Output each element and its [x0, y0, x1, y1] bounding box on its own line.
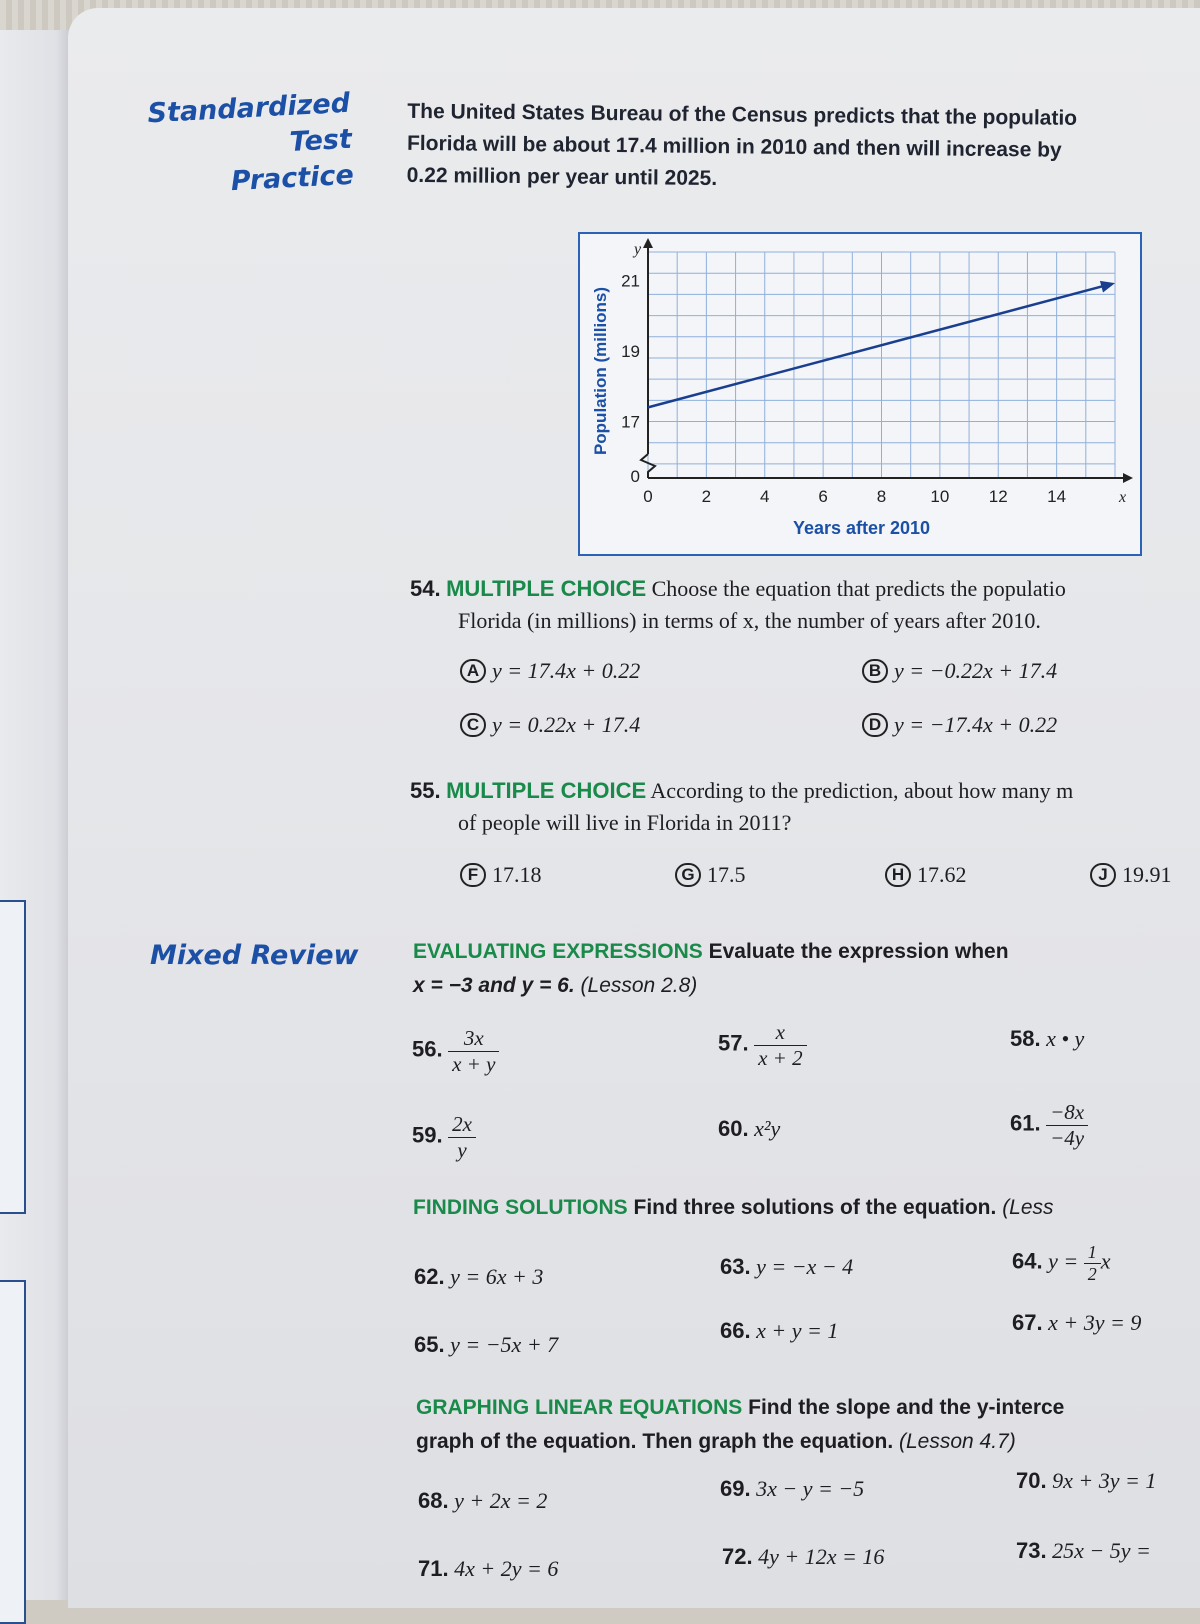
problem-prompt: [407, 96, 1198, 200]
exercise-number: 72.: [722, 1544, 753, 1569]
series-line: [648, 285, 1107, 407]
exercise-56: [412, 1026, 499, 1077]
exercise-68: [418, 1488, 547, 1514]
expression: 3x − y = −5: [756, 1476, 865, 1501]
exercise-number: 67.: [1012, 1310, 1043, 1335]
choice-letter: C: [460, 713, 486, 737]
section-text: Find the slope and the y-interce: [748, 1396, 1065, 1419]
choice-j[interactable]: [1090, 862, 1172, 888]
exercise-58: [1010, 1026, 1084, 1052]
y-axis-arrow: [643, 238, 653, 248]
y-axis-letter: y: [634, 241, 642, 258]
exercise-57: [718, 1020, 807, 1071]
expression: x • y: [1046, 1026, 1085, 1051]
x-tick-label: 14: [1047, 487, 1067, 506]
exercise-70: [1016, 1468, 1156, 1494]
section-tag: EVALUATING EXPRESSIONS: [413, 940, 703, 963]
evaluating-expressions-instructions: [413, 940, 1009, 964]
choice-text: 19.91: [1122, 862, 1172, 887]
exercise-66: [720, 1318, 838, 1344]
expression: y = 6x + 3: [450, 1264, 544, 1289]
denominator: −4y: [1050, 1126, 1085, 1150]
x-tick-label: 0: [643, 487, 653, 506]
exercise-number: 66.: [720, 1318, 751, 1343]
expression: y = −x − 4: [756, 1254, 854, 1279]
exercise-69: [720, 1476, 864, 1502]
y-axis-title: Population (millions): [591, 286, 610, 456]
expression: y + 2x = 2: [454, 1488, 548, 1513]
prompt-line-2: Florida will be about 17.4 million in 2010 and then will increase by: [406, 131, 1062, 162]
numerator: x: [754, 1020, 807, 1046]
graphing-instructions: [416, 1396, 1064, 1420]
prompt-line-3: 0.22 million per year until 2025.: [406, 163, 718, 191]
exercise-73: [1016, 1538, 1151, 1564]
exercise-number: 57.: [718, 1030, 749, 1056]
x-tick-label: 6: [818, 487, 828, 506]
x-tick-label: 4: [760, 487, 770, 506]
choice-c[interactable]: [460, 712, 640, 738]
question-tag: MULTIPLE CHOICE: [446, 576, 647, 601]
section-tag: FINDING SOLUTIONS: [413, 1196, 628, 1219]
x-tick-label: 2: [701, 487, 712, 506]
choice-d[interactable]: [862, 712, 1057, 738]
choice-text: y = 17.4x + 0.22: [492, 658, 641, 683]
choice-f[interactable]: [460, 862, 542, 888]
exercise-number: 65.: [414, 1332, 445, 1357]
exercise-number: 70.: [1016, 1468, 1047, 1493]
expression: x + 3y = 9: [1048, 1310, 1142, 1335]
expression: x + y = 1: [756, 1318, 839, 1343]
exercise-number: 64.: [1012, 1248, 1043, 1274]
exercise-71: [418, 1556, 558, 1582]
fraction: [754, 1020, 807, 1071]
graphing-instructions-line-2: [416, 1430, 1016, 1454]
choice-text: 17.62: [917, 862, 967, 887]
question-tag: MULTIPLE CHOICE: [446, 778, 647, 803]
fraction: [448, 1112, 476, 1163]
denominator: y: [457, 1138, 467, 1162]
question-54-line-2: Florida (in millions) in terms of x, the number of years after 2010.: [458, 608, 1041, 633]
choice-letter: D: [862, 713, 888, 737]
exercise-65: [414, 1332, 558, 1358]
evaluating-expressions-condition: [413, 974, 697, 998]
section-text: graph of the equation. Then graph the equation.: [416, 1430, 894, 1453]
x-tick-label: 10: [930, 487, 950, 506]
exercise-number: 68.: [418, 1488, 449, 1513]
standardized-test-heading: [109, 86, 354, 206]
lesson-ref: (Less: [1002, 1196, 1054, 1219]
question-55-line-2: of people will live in Florida in 2011?: [458, 810, 792, 835]
choice-letter: J: [1090, 863, 1116, 887]
heading-line-2: Practice: [230, 159, 355, 198]
choice-letter: A: [460, 659, 486, 683]
x-axis-title: Years after 2010: [792, 518, 931, 538]
section-text: Find three solutions of the equation.: [633, 1196, 997, 1219]
prompt-line-1: The United States Bureau of the Census predicts that the populatio: [407, 99, 1078, 130]
exercise-number: 63.: [720, 1254, 751, 1279]
population-chart-svg: [580, 234, 1140, 554]
fraction: [1046, 1100, 1088, 1151]
heading-line-1: Standardized Test: [146, 87, 353, 158]
finding-solutions-instructions: [413, 1196, 1054, 1220]
exercise-number: 73.: [1016, 1538, 1047, 1563]
left-page-table: [0, 900, 26, 1214]
fraction: [1084, 1242, 1101, 1285]
choice-a[interactable]: [460, 658, 640, 684]
choice-h[interactable]: [885, 862, 967, 888]
question-text: Choose the equation that predicts the populatio: [651, 576, 1066, 601]
choice-b[interactable]: [862, 658, 1057, 684]
exercise-number: 61.: [1010, 1110, 1041, 1136]
exercise-61: [1010, 1100, 1088, 1151]
exercise-number: 58.: [1010, 1026, 1041, 1051]
fraction: [448, 1026, 499, 1077]
x-tick-label: 8: [876, 487, 887, 506]
question-54: [410, 576, 1066, 602]
numerator: 2x: [448, 1112, 476, 1138]
lesson-ref: (Lesson 4.7): [899, 1430, 1016, 1453]
section-text: Evaluate the expression when: [708, 940, 1009, 963]
choice-g[interactable]: [675, 862, 746, 888]
lesson-ref: (Lesson 2.8): [580, 974, 698, 997]
exercise-72: [722, 1544, 884, 1570]
expression: y = −5x + 7: [450, 1332, 559, 1357]
expression: x²y: [754, 1116, 781, 1141]
condition-text: x = −3 and y = 6.: [413, 974, 575, 997]
y-tick-label: 0: [630, 467, 640, 486]
expression: 4y + 12x = 16: [758, 1544, 885, 1569]
exercise-number: 56.: [412, 1036, 443, 1062]
expression: 9x + 3y = 1: [1052, 1468, 1157, 1493]
series-arrow: [1100, 281, 1115, 293]
x-tick-label: 12: [988, 487, 1008, 506]
choice-text: y = −17.4x + 0.22: [894, 712, 1058, 737]
question-number: 55.: [410, 778, 441, 803]
denominator: x + 2: [758, 1046, 803, 1070]
numerator: −8x: [1046, 1100, 1088, 1126]
expression: 4x + 2y = 6: [454, 1556, 559, 1581]
choice-letter: B: [862, 659, 888, 683]
x-axis-letter: x: [1119, 489, 1127, 506]
denominator: 2: [1087, 1264, 1097, 1284]
choice-text: 17.5: [707, 862, 746, 887]
choice-text: y = 0.22x + 17.4: [492, 712, 641, 737]
exercise-number: 69.: [720, 1476, 751, 1501]
expression-right: x: [1100, 1248, 1111, 1274]
choice-letter: H: [885, 863, 911, 887]
left-page-graph: [0, 1280, 26, 1624]
exercise-60: [718, 1116, 780, 1142]
exercise-number: 59.: [412, 1122, 443, 1148]
y-tick-label: 17: [621, 412, 640, 432]
exercise-number: 62.: [414, 1264, 445, 1289]
exercise-62: [414, 1264, 543, 1290]
numerator: 1: [1084, 1242, 1101, 1264]
choice-text: y = −0.22x + 17.4: [894, 658, 1058, 683]
exercise-number: 71.: [418, 1556, 449, 1581]
question-text: According to the prediction, about how many m: [650, 778, 1074, 803]
section-tag: GRAPHING LINEAR EQUATIONS: [416, 1396, 743, 1419]
x-axis-arrow: [1123, 473, 1133, 483]
exercise-67: [1012, 1310, 1141, 1336]
y-tick-label: 21: [621, 271, 640, 291]
exercise-64: [1012, 1242, 1110, 1285]
question-55: [410, 778, 1073, 804]
choice-letter: G: [675, 863, 701, 887]
choice-text: 17.18: [492, 862, 542, 887]
question-number: 54.: [410, 576, 441, 601]
mixed-review-heading: Mixed Review: [150, 940, 359, 971]
exercise-59: [412, 1112, 476, 1163]
exercise-number: 60.: [718, 1116, 749, 1141]
choice-letter: F: [460, 863, 486, 887]
expression: 25x − 5y =: [1052, 1538, 1151, 1563]
expression-left: y =: [1048, 1248, 1079, 1274]
numerator: 3x: [448, 1026, 499, 1052]
population-chart: [578, 232, 1142, 556]
y-tick-label: 19: [621, 341, 640, 361]
denominator: x + y: [452, 1052, 496, 1076]
exercise-63: [720, 1254, 853, 1280]
left-page-edge: [0, 30, 70, 1600]
